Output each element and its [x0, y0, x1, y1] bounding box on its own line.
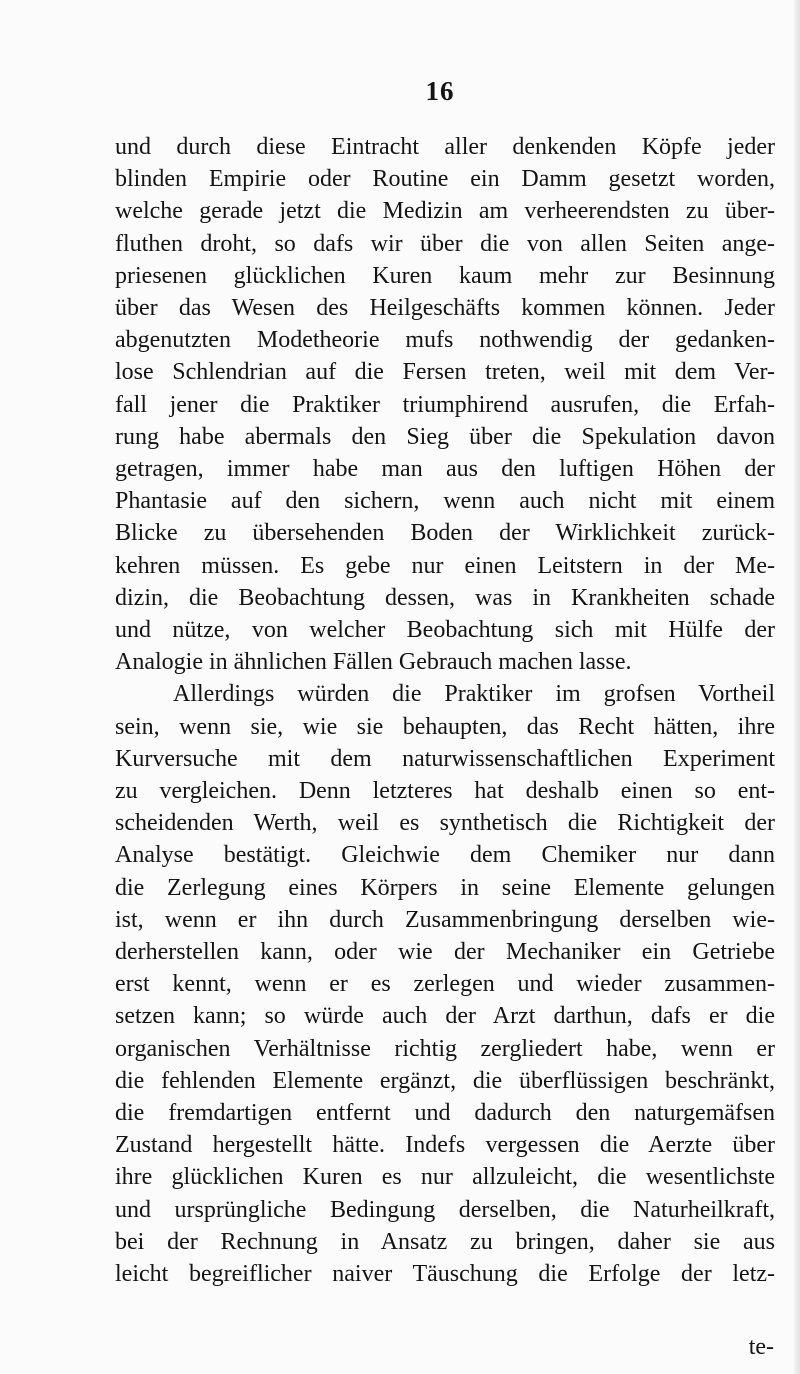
- text-line: erst kennt, wenn er es zerlegen und wieder zusammen-: [115, 971, 775, 998]
- text-line: und nütze, von welcher Beobachtung sich mit Hülfe der: [115, 617, 775, 643]
- text-line: Zustand hergestellt hätte. Indefs vergessen die Aerzte über: [115, 1132, 775, 1159]
- text-line: zu vergleichen. Denn letzteres hat deshalb einen so ent-: [115, 778, 775, 804]
- text-line: Phantasie auf den sichern, wenn auch nicht mit einem: [115, 488, 775, 515]
- text-line: fall jener die Praktiker triumphirend ausrufen, die Erfah-: [115, 391, 775, 418]
- text-line: ihre glücklichen Kuren es nur allzuleicht, die wesentlichste: [115, 1164, 775, 1191]
- page-edge: [794, 0, 800, 1374]
- text-line: lose Schlendrian auf die Fersen treten, weil mit dem Ver-: [115, 359, 775, 386]
- text-line: und ursprüngliche Bedingung derselben, die Naturheilkraft,: [115, 1196, 775, 1223]
- text-line: und durch diese Eintracht aller denkenden Köpfe jeder: [115, 134, 775, 160]
- text-line: kehren müssen. Es gebe nur einen Leitstern in der Me-: [115, 552, 775, 579]
- text-line: dizin, die Beobachtung dessen, was in Krankheiten schade: [115, 584, 775, 611]
- text-line: priesenen glücklichen Kuren kaum mehr zur Besinnung: [115, 262, 775, 289]
- catchword: te-: [748, 1334, 774, 1360]
- text-line: über das Wesen des Heilgeschäfts kommen können. Jeder: [115, 295, 775, 321]
- text-line: die Zerlegung eines Körpers in seine Elemente gelungen: [115, 874, 775, 901]
- text-line: scheidenden Werth, weil es synthetisch die Richtigkeit der: [115, 810, 775, 837]
- text-line: welche gerade jetzt die Medizin am verheerendsten zu über-: [115, 198, 775, 225]
- text-line: die fremdartigen entfernt und dadurch den naturgemäfsen: [115, 1100, 775, 1126]
- text-line: getragen, immer habe man aus den luftigen Höhen der: [115, 456, 775, 482]
- text-line: leicht begreiflicher naiver Täuschung die Erfolge der letz-: [115, 1261, 775, 1287]
- text-line: setzen kann; so würde auch der Arzt darthun, dafs er die: [115, 1003, 775, 1030]
- text-line: derherstellen kann, oder wie der Mechaniker ein Getriebe: [115, 939, 775, 965]
- page-number: 16: [425, 76, 455, 106]
- text-line: Analogie in ähnlichen Fällen Gebrauch machen lasse.: [115, 649, 632, 676]
- text-line: Allerdings würden die Praktiker im grofsen Vortheil: [173, 681, 775, 708]
- text-line: rung habe abermals den Sieg über die Spekulation davon: [115, 423, 775, 450]
- text-line: organischen Verhältnisse richtig zergliedert habe, wenn er: [115, 1035, 775, 1062]
- text-line: sein, wenn sie, wie sie behaupten, das Recht hätten, ihre: [115, 713, 775, 740]
- text-line: fluthen droht, so dafs wir über die von allen Seiten ange-: [115, 230, 775, 257]
- text-line: abgenutzten Modetheorie mufs nothwendig der gedanken-: [115, 327, 775, 354]
- text-line: Blicke zu übersehenden Boden der Wirklichkeit zurück-: [115, 520, 775, 547]
- text-line: blinden Empirie oder Routine ein Damm gesetzt worden,: [115, 166, 775, 193]
- text-line: bei der Rechnung in Ansatz zu bringen, daher sie aus: [115, 1228, 775, 1255]
- text-line: Kurversuche mit dem naturwissenschaftlichen Experiment: [115, 745, 775, 772]
- text-line: Analyse bestätigt. Gleichwie dem Chemiker nur dann: [115, 842, 775, 869]
- text-line: die fehlenden Elemente ergänzt, die überflüssigen beschränkt,: [115, 1067, 775, 1094]
- text-line: ist, wenn er ihn durch Zusammenbringung derselben wie-: [115, 906, 775, 933]
